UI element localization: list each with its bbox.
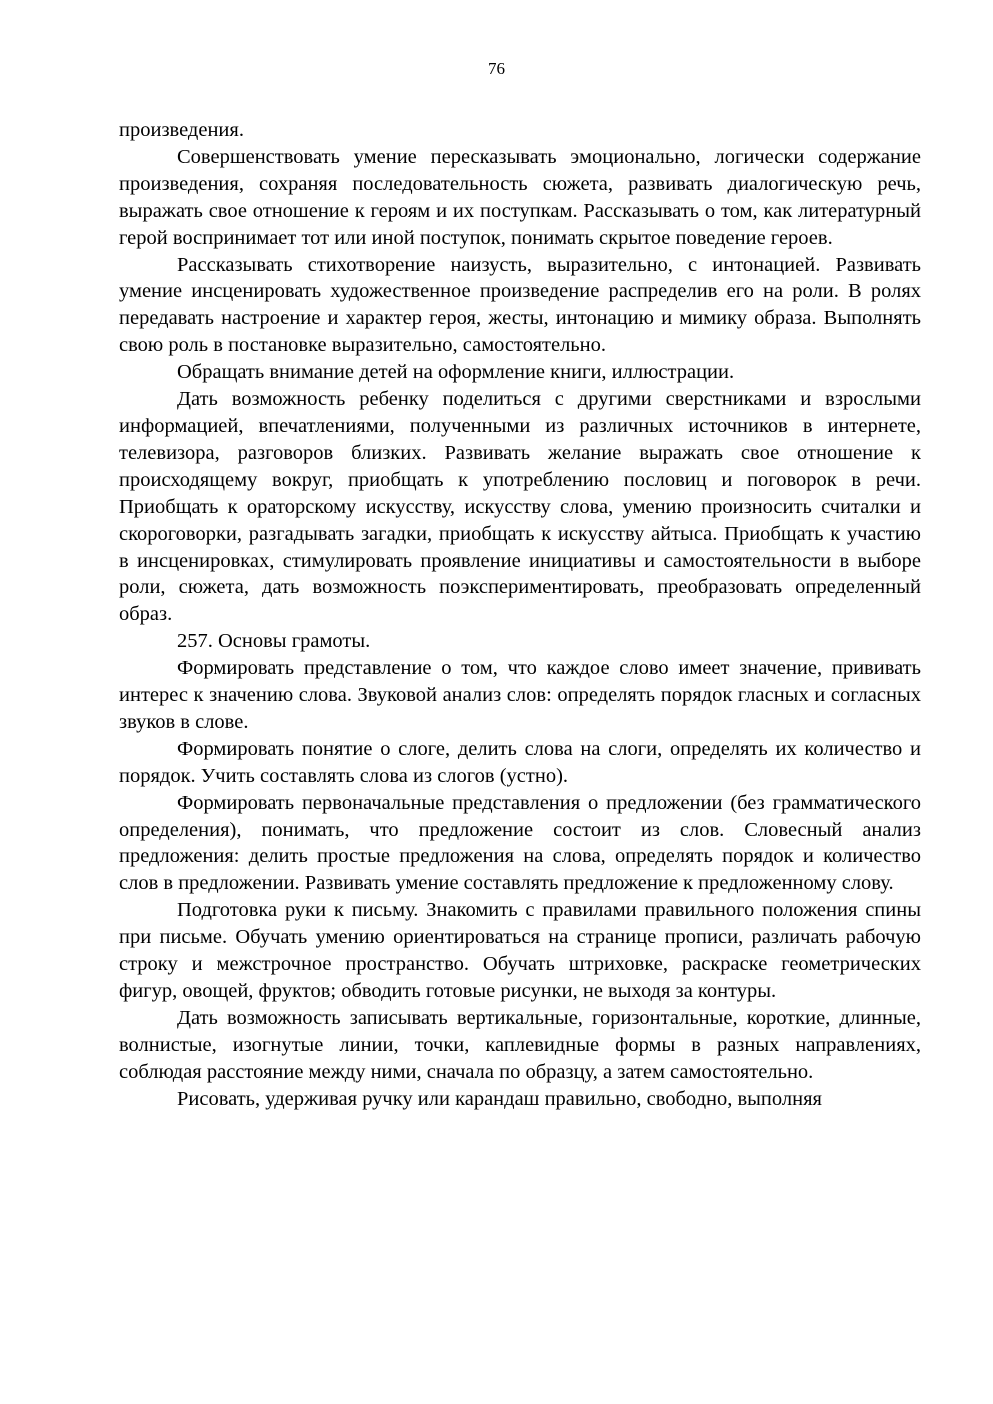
paragraph: Рассказывать стихотворение наизусть, выразительно, с интонацией. Развивать умение инсценировать художественное произведение распределив его на роли. В ролях передавать настроение и характер героя, жесты, интонацию и мимику образа. Выполнять свою роль в постановке выразительно, самостоятельно.: [119, 253, 921, 357]
document-body: [119, 117, 921, 1113]
paragraph: Формировать понятие о слоге, делить слова на слоги, определять их количество и порядок. Учить составлять слова из слогов (устно).: [119, 737, 921, 787]
paragraph: Формировать первоначальные представления о предложении (без грамматического определения), понимать, что предложение состоит из слов. Словесный анализ предложения: делить простые предложения на слова, определять порядок и количество слов в предложении. Развивать умение составлять предложение к предложенному слову.: [119, 791, 921, 895]
paragraph: Рисовать, удерживая ручку или карандаш правильно, свободно, выполняя: [177, 1087, 822, 1110]
paragraph: Дать возможность ребенку поделиться с другими сверстниками и взрослыми информацией, впечатлениями, полученными из различных источников в интернете, телевизора, разговоров близких. Развивать желание выражать свое отношение к происходящему вокруг, приобщать к употреблению пословиц и поговорок в речи. Приобщать к ораторскому искусству, искусству слова, умению произносить считалки и скороговорки, разгадывать загадки, приобщать к искусству айтыса. Приобщать к участию в инсценировках, стимулировать проявление инициативы и самостоятельности в выборе роли, сюжета, дать возможность поэкспериментировать, преобразовать определенный образ.: [119, 388, 921, 626]
paragraph: произведения.: [119, 119, 244, 141]
section-heading: 257. Основы грамоты.: [177, 630, 371, 653]
paragraph: Совершенствовать умение пересказывать эмоционально, логически содержание произведения, сохраняя последовательность сюжета, развивать диалогическую речь, выражать свое отношение к героям и их поступкам. Рассказывать о том, как литературный герой воспринимает тот или иной поступок, понимать скрытое поведение героев.: [119, 145, 921, 249]
paragraph: Подготовка руки к письму. Знакомить с правилами правильного положения спины при письме. Обучать умению ориентироваться на странице прописи, различать рабочую строку и межстрочное пространство. Обучать штриховке, раскраске геометрических фигур, овощей, фруктов; обводить готовые рисунки, не выходя за контуры.: [119, 899, 921, 1002]
paragraph: Обращать внимание детей на оформление книги, иллюстрации.: [177, 361, 735, 384]
page-number: 76: [488, 59, 505, 78]
paragraph: Дать возможность записывать вертикальные, горизонтальные, короткие, длинные, волнистые, изогнутые линии, точки, каплевидные формы в разных направлениях, соблюдая расстояние между ними, сначала по образцу, а затем самостоятельно.: [119, 1006, 921, 1083]
paragraph: Формировать представление о том, что каждое слово имеет значение, прививать интерес к значению слова. Звуковой анализ слов: определять порядок гласных и согласных звуков в слове.: [119, 657, 921, 733]
